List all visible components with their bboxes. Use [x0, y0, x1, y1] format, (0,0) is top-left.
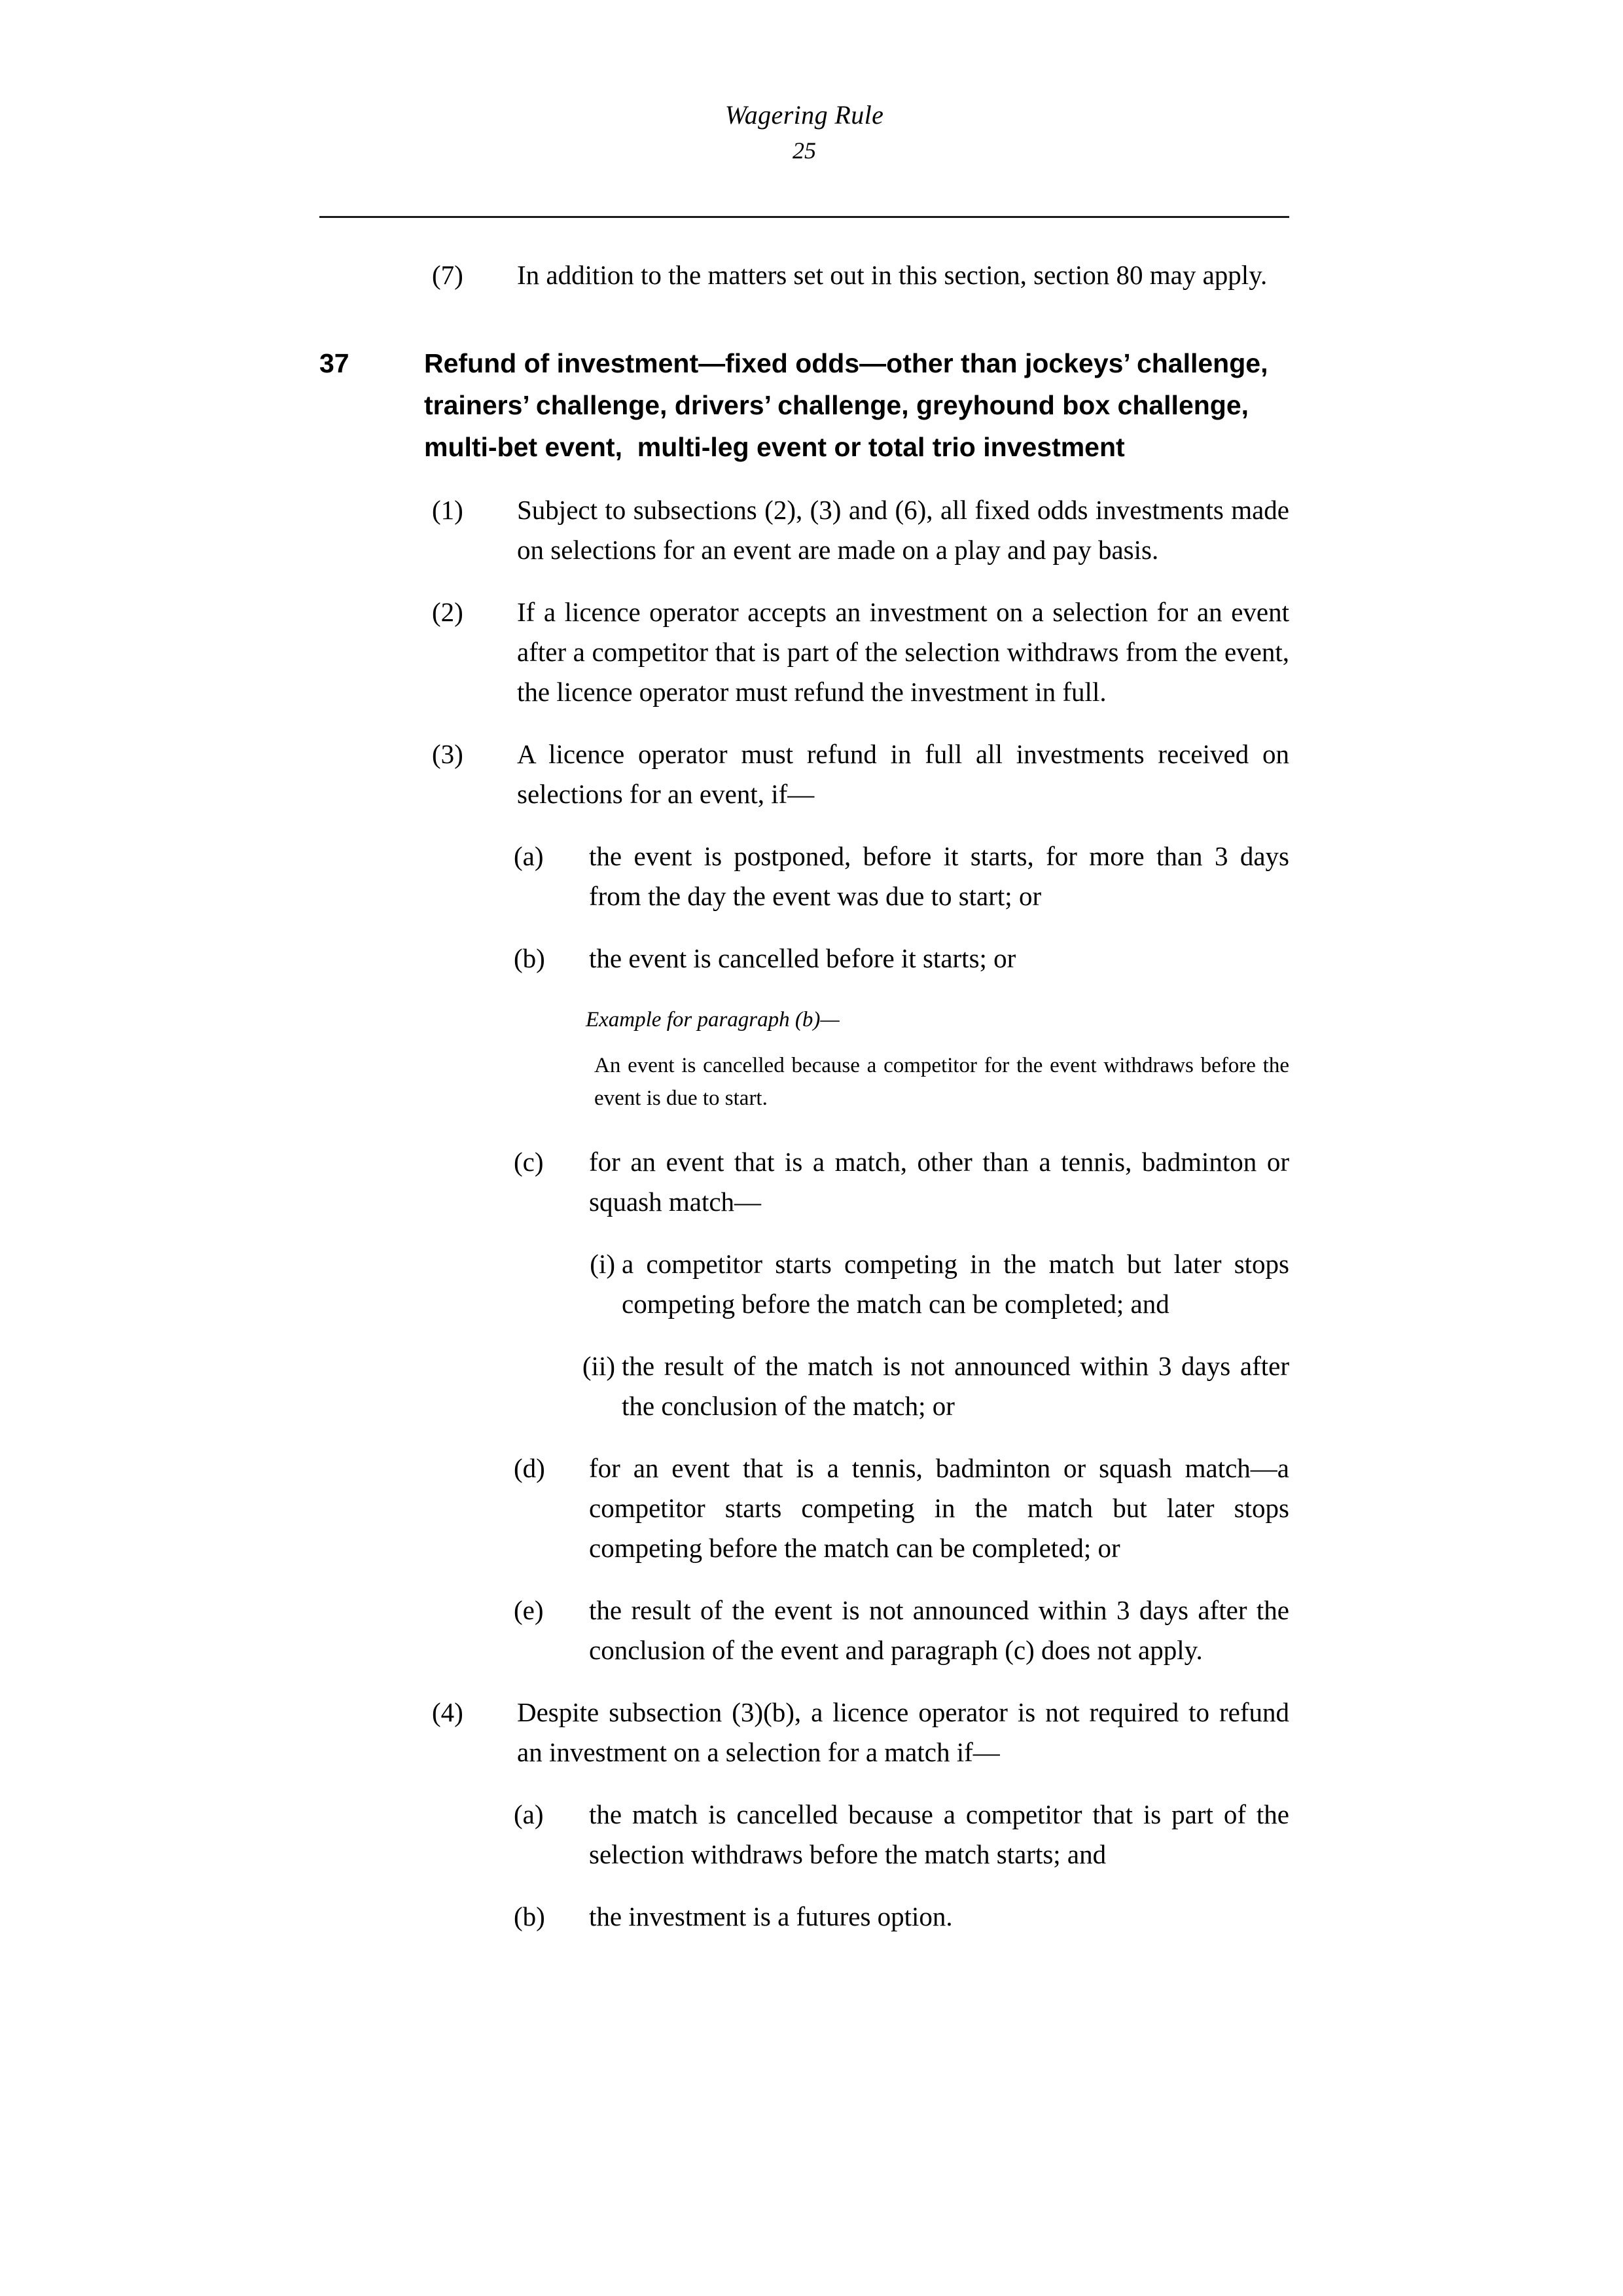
subsection-7-marker: (7) — [432, 260, 463, 290]
paragraph-4b-marker: (b) — [514, 1901, 545, 1931]
subsection-2 — [319, 592, 1289, 712]
paragraph-3d-marker: (d) — [514, 1453, 545, 1483]
subsection-3 — [319, 734, 1289, 814]
paragraph-3e-marker: (e) — [514, 1595, 544, 1625]
subsection-3-marker: (3) — [432, 739, 463, 769]
paragraph-4a-marker: (a) — [514, 1799, 544, 1829]
subparagraph-3ci — [319, 1244, 1289, 1324]
header-divider-rule — [319, 216, 1289, 218]
subsection-7 — [319, 255, 1289, 295]
paragraph-4b — [319, 1897, 1289, 1937]
subsection-4-text: Despite subsection (3)(b), a licence operator is not required to refund an investment on a selection for a match if— — [517, 1697, 1289, 1767]
paragraph-4b-text: the investment is a futures option. — [589, 1901, 953, 1931]
paragraph-3b-marker: (b) — [514, 943, 545, 973]
running-header-title: Wagering Rule — [724, 100, 884, 130]
body-column — [319, 255, 1289, 1937]
subparagraph-3cii — [319, 1346, 1289, 1426]
subsection-7-text: In addition to the matters set out in this section, section 80 may apply. — [517, 260, 1268, 290]
section-heading — [319, 342, 1289, 468]
subsection-2-marker: (2) — [432, 597, 463, 627]
subsection-3-text: A licence operator must refund in full all investments received on selections for an event, if— — [517, 739, 1289, 809]
paragraph-3d-text: for an event that is a tennis, badminton or squash match—a competitor starts competing in the match but later stops competing before the match can be completed; or — [589, 1453, 1289, 1563]
paragraph-3e — [319, 1590, 1289, 1670]
subparagraph-3cii-marker: (ii) — [582, 1351, 615, 1381]
subsection-1 — [319, 490, 1289, 570]
paragraph-4a — [319, 1795, 1289, 1874]
example-block — [586, 1005, 1289, 1115]
page-number: 25 — [793, 137, 816, 164]
subsection-4-marker: (4) — [432, 1697, 463, 1727]
example-label: Example for paragraph (b)— — [586, 1008, 840, 1031]
paragraph-4a-text: the match is cancelled because a competitor that is part of the selection withdraws before the match starts; and — [589, 1799, 1289, 1869]
paragraph-3e-text: the result of the event is not announced within 3 days after the conclusion of the event and paragraph (c) does not apply. — [589, 1595, 1289, 1665]
section-number: 37 — [319, 348, 349, 378]
paragraph-3b-text: the event is cancelled before it starts; or — [589, 943, 1016, 973]
paragraph-3a-text: the event is postponed, before it starts, for more than 3 days from the day the event was due to start; or — [589, 841, 1289, 911]
example-text: An event is cancelled because a competitor for the event withdraws before the event is due to start. — [594, 1054, 1289, 1110]
subsection-1-text: Subject to subsections (2), (3) and (6), all fixed odds investments made on selections for an event are made on a play and pay basis. — [517, 495, 1289, 565]
paragraph-3a — [319, 836, 1289, 916]
paragraph-3d — [319, 1448, 1289, 1568]
subsection-1-marker: (1) — [432, 495, 463, 525]
subparagraph-3ci-text: a competitor starts competing in the match but later stops competing before the match can be completed; and — [622, 1249, 1289, 1319]
subsection-2-text: If a licence operator accepts an investment on a selection for an event after a competitor that is part of the selection withdraws from the event, the licence operator must refund the investment in full. — [517, 597, 1289, 707]
section-title: Refund of investment—fixed odds—other than jockeys’ challenge, trainers’ challenge, drivers’ challenge, greyhound box challenge, multi-bet event, multi-leg event or total trio investment — [424, 348, 1275, 462]
paragraph-3c — [319, 1142, 1289, 1222]
subsection-4 — [319, 1693, 1289, 1772]
paragraph-3c-marker: (c) — [514, 1147, 544, 1177]
subparagraph-3ci-marker: (i) — [590, 1249, 615, 1279]
paragraph-3c-text: for an event that is a match, other than a tennis, badminton or squash match— — [589, 1147, 1289, 1217]
subparagraph-3cii-text: the result of the match is not announced within 3 days after the conclusion of the match; or — [622, 1351, 1289, 1421]
paragraph-3a-marker: (a) — [514, 841, 544, 871]
running-header — [319, 97, 1289, 168]
paragraph-3b — [319, 939, 1289, 978]
